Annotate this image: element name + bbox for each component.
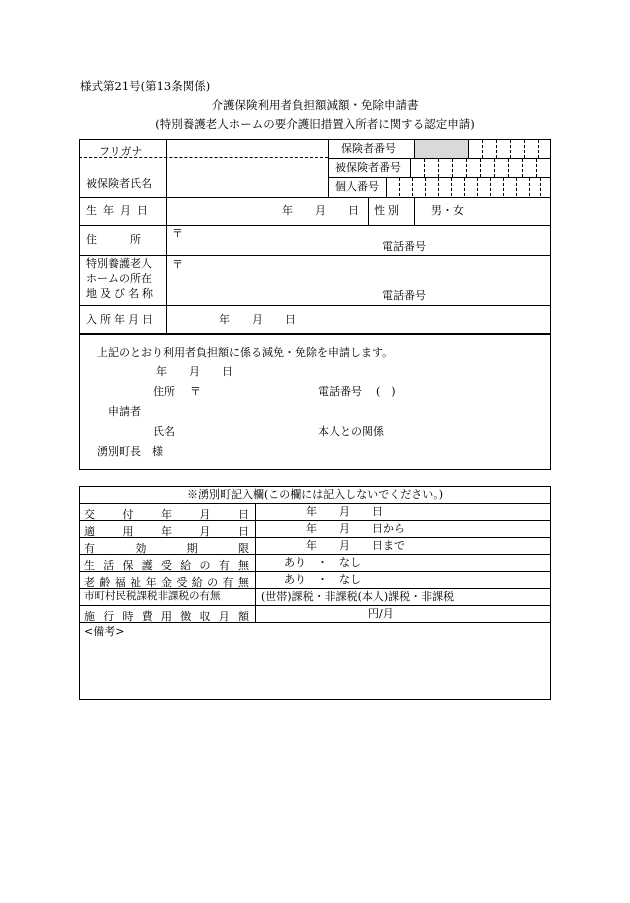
- postal-mark: 〒: [172, 227, 183, 240]
- birth-date-label: 生年月日: [86, 204, 154, 217]
- birth-date-value: 年 月 日: [282, 204, 359, 217]
- shaded-cell: [415, 140, 468, 158]
- monthly-fee-value: 円/月: [368, 607, 394, 620]
- office-row-label: 生 活 保 護 受 給 の 有 無: [84, 559, 249, 572]
- insured-name-label: 被保険者氏名: [86, 177, 152, 190]
- applicant-label: 申請者: [108, 405, 141, 418]
- address-label: 住 所: [86, 233, 141, 246]
- office-row-label: 老 齢 福 祉 年 金 受 給 の 有 無: [84, 576, 249, 589]
- insured-number-label: 被保険者番号: [335, 161, 401, 174]
- facility-label-line1: 特別養護老人: [86, 257, 152, 270]
- remarks-label: <備考>: [84, 625, 125, 638]
- facility-label-line2: ホームの所在: [86, 272, 152, 285]
- apply-date-value: 年 月 日から: [306, 522, 405, 535]
- office-row-label: 交 付 年 月 日: [84, 508, 249, 521]
- issue-date-value: 年 月 日: [306, 505, 383, 518]
- applicant-name-label: 氏名: [153, 425, 175, 438]
- relationship-label: 本人との関係: [318, 425, 384, 438]
- applicant-address-label: 住所: [153, 385, 175, 398]
- personal-number-label: 個人番号: [335, 180, 379, 193]
- applicant-phone-paren: ( ): [376, 385, 396, 398]
- office-use-heading: ※湧別町記入欄(この欄には記入しないでください。): [186, 488, 444, 501]
- form-subtitle: (特別養護老人ホームの要介護旧措置入所者に関する認定申請): [155, 117, 475, 131]
- phone-label: 電話番号: [382, 240, 426, 253]
- application-date: 年 月 日: [156, 365, 233, 378]
- office-row-label: 施 行 時 費 用 徴 収 月 額: [84, 610, 249, 623]
- addressee: 湧別町長 様: [97, 445, 163, 458]
- form-title: 介護保険利用者負担額減額・免除申請書: [211, 98, 419, 112]
- furigana-label: フリガナ: [99, 145, 143, 158]
- form-number: 様式第21号(第13条関係): [80, 79, 211, 93]
- insurer-number-label: 保険者番号: [341, 142, 396, 155]
- sex-value: 男・女: [431, 204, 464, 217]
- application-statement: 上記のとおり利用者負担額に係る減免・免除を申請します。: [97, 346, 394, 359]
- facility-label-line3: 地及び名称: [86, 287, 156, 300]
- office-row-label: 適 用 年 月 日: [84, 525, 249, 538]
- office-row-label: 市町村民税課税非課税の有無: [84, 590, 221, 602]
- admission-date-value: 年 月 日: [219, 313, 296, 326]
- pension-value: あり ・ なし: [284, 573, 361, 586]
- facility-postal-mark: 〒: [172, 258, 183, 271]
- tax-status-value: (世帯)課税・非課税(本人)課税・非課税: [261, 590, 455, 603]
- sex-label: 性別: [374, 204, 402, 217]
- applicant-postal-mark: 〒: [190, 385, 201, 398]
- applicant-phone-label: 電話番号: [318, 385, 362, 398]
- welfare-value: あり ・ なし: [284, 556, 361, 569]
- office-row-label: 有 効 期 限: [84, 542, 249, 555]
- expiry-value: 年 月 日まで: [306, 539, 405, 552]
- admission-date-label: 入所年月日: [86, 313, 156, 326]
- facility-phone-label: 電話番号: [382, 289, 426, 302]
